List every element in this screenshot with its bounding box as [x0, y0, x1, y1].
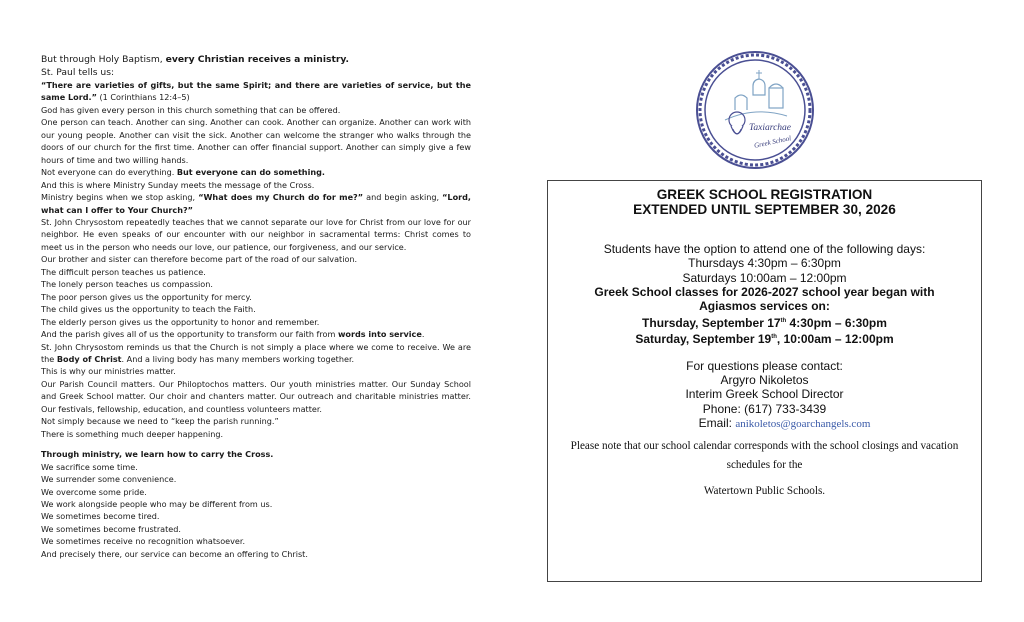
- text-run: St. John Chrysostom repeatedly teaches that we cannot separate our love for Christ from our love for our neighbor. He even speaks of our encounter with our neighbor in sacramental terms: Christ comes to meet us in the person who needs our love, our patience, our forgiveness, and our service.: [41, 216, 471, 252]
- text-run: Our brother and sister can therefore become part of the road of our salvation.: [41, 254, 358, 265]
- text-run: We sometimes receive no recognition whatsoever.: [41, 536, 246, 547]
- text-run: Our Parish Council matters. Our Philoptochos matters. Our youth ministries matter. Our Sunday School and Greek School matter. Our choir and chanters matter. Our outreach and charitable ministries matter. Our festivals, fellowship, education, and countless volunteers matter.: [41, 378, 471, 414]
- text-run: The elderly person gives us the opportunity to honor and remember.: [41, 316, 320, 327]
- bold-text: But everyone can do something.: [176, 167, 325, 178]
- article-paragraph: [41, 266, 471, 278]
- article-paragraph: [41, 486, 471, 498]
- article-paragraph: [41, 316, 471, 328]
- logo-text-greek-school: Greek School: [753, 134, 792, 150]
- schedule-intro: Students have the option to attend one of the following days:: [603, 241, 926, 256]
- article-paragraph: [41, 415, 471, 427]
- contact-email: Email: anikoletos@goarchangels.com: [698, 416, 871, 431]
- thursday-agiasmos-date: Thursday, September 17th 4:30pm – 6:30pm: [642, 315, 887, 330]
- text-run: We surrender some convenience.: [41, 474, 177, 485]
- article-paragraph: [41, 448, 471, 460]
- text-run: This is why our ministries matter.: [41, 366, 176, 377]
- text-run: St. Paul tells us:: [41, 66, 115, 78]
- article-paragraph: [41, 523, 471, 535]
- article-paragraph: [41, 341, 471, 366]
- article-paragraph: [41, 166, 471, 178]
- bold-text: words into service: [337, 329, 422, 340]
- article-paragraph: [41, 67, 471, 80]
- bold-text: “What does my Church do for me?”: [198, 192, 364, 203]
- contact-phone: Phone: (617) 733-3439: [702, 401, 827, 416]
- classes-note-line1: Greek School classes for 2026-2027 school year began with: [594, 285, 935, 300]
- bold-text: Through ministry, we learn how to carry the Cross.: [41, 449, 274, 460]
- article-paragraph: [41, 54, 471, 67]
- text-run: Not everyone can do everything.: [41, 167, 177, 178]
- calendar-note: Please note that our school calendar corresponds with the school closings and vacation schedules for the Watertown Public Schools.: [570, 439, 959, 497]
- paragraph-gap: [41, 440, 471, 448]
- text-run: (1 Corinthians 12:4–5): [96, 92, 190, 103]
- bold-text: “Lord, what can I offer to Your Church?”: [41, 192, 472, 215]
- contact-name: Argyro Nikoletos: [720, 373, 809, 388]
- text-run: and begin asking,: [363, 192, 443, 203]
- article-paragraph: [41, 278, 471, 290]
- article-paragraph: [41, 461, 471, 473]
- text-run: We sometimes become frustrated.: [41, 523, 181, 534]
- text-run: The poor person gives us the opportunity for mercy.: [41, 291, 252, 302]
- text-run: And precisely there, our service can become an offering to Christ.: [41, 548, 308, 559]
- article-paragraph: [41, 548, 471, 560]
- text-run: And this is where Ministry Sunday meets the message of the Cross.: [41, 179, 315, 190]
- article-paragraph: [41, 378, 471, 415]
- text-run: And the parish gives all of us the opportunity to transform our faith from: [41, 329, 338, 340]
- text-run: Ministry begins when we stop asking,: [41, 192, 199, 203]
- contact-title: Interim Greek School Director: [685, 387, 844, 402]
- text-run: Not simply because we need to “keep the parish running.”: [41, 416, 279, 427]
- article-paragraph: [41, 179, 471, 191]
- text-run: We sacrifice some time.: [41, 461, 138, 472]
- saturday-agiasmos-date: Saturday, September 19th, 10:00am – 12:00pm: [635, 332, 894, 347]
- bold-text: Body of Christ: [56, 353, 122, 364]
- text-run: .: [421, 329, 425, 340]
- thursdays-schedule: Thursdays 4:30pm – 6:30pm: [688, 256, 841, 271]
- text-run: We sometimes become tired.: [41, 511, 160, 522]
- saturdays-schedule: Saturdays 10:00am – 12:00pm: [682, 270, 847, 285]
- bold-text: every Christian receives a ministry.: [165, 54, 350, 65]
- greek-school-logo: [695, 50, 815, 170]
- article-paragraph: [41, 365, 471, 377]
- text-run: But through Holy Baptism,: [41, 54, 166, 65]
- article-paragraph: [41, 303, 471, 315]
- text-run: We overcome some pride.: [41, 486, 147, 497]
- email-link[interactable]: anikoletos@goarchangels.com: [735, 418, 871, 431]
- article-paragraph: [41, 510, 471, 522]
- article-paragraph: [41, 191, 471, 216]
- article-paragraph: [41, 104, 471, 116]
- registration-box: [547, 180, 982, 582]
- registration-title: GREEK SCHOOL REGISTRATION EXTENDED UNTIL SEPTEMBER 30, 2026: [633, 187, 896, 218]
- text-run: God has given every person in this church something that can be offered.: [41, 104, 341, 115]
- article-paragraph: [41, 253, 471, 265]
- text-run: St. John Chrysostom reminds us that the Church is not simply a place where we come to receive. We are the: [41, 341, 471, 364]
- logo-text-taxiarchae: Taxiarchae: [748, 123, 792, 133]
- text-run: The difficult person teaches us patience.: [41, 266, 206, 277]
- article-paragraph: [41, 535, 471, 547]
- article-paragraph: [41, 79, 471, 104]
- bold-text: “There are varieties of gifts, but the same Spirit; and there are varieties of service, but the same Lord.”: [41, 80, 471, 103]
- article-paragraph: [41, 328, 471, 340]
- text-run: The lonely person teaches us compassion.: [41, 279, 213, 290]
- text-run: The child gives us the opportunity to teach the Faith.: [41, 304, 256, 315]
- article-paragraph: [41, 473, 471, 485]
- contact-intro: For questions please contact:: [686, 358, 843, 373]
- text-run: We work alongside people who may be different from us.: [41, 498, 273, 509]
- article-paragraph: [41, 291, 471, 303]
- classes-note-line2: Agiasmos services on:: [699, 299, 830, 314]
- text-run: There is something much deeper happening.: [41, 428, 224, 439]
- text-run: One person can teach. Another can sing. Another can cook. Another can organize. Another can work with our young people. Another can visit the sick. Another can welcome the stranger who walks through the doors of our church for the first time. Another can offer financial support. Another can simply give a few hours of time and two willing hands.: [41, 117, 471, 165]
- article-paragraph: [41, 428, 471, 440]
- article-paragraph: [41, 216, 471, 253]
- article-column: [41, 54, 471, 560]
- text-run: . And a living body has many members working together.: [121, 353, 355, 364]
- article-paragraph: [41, 116, 471, 166]
- article-paragraph: [41, 498, 471, 510]
